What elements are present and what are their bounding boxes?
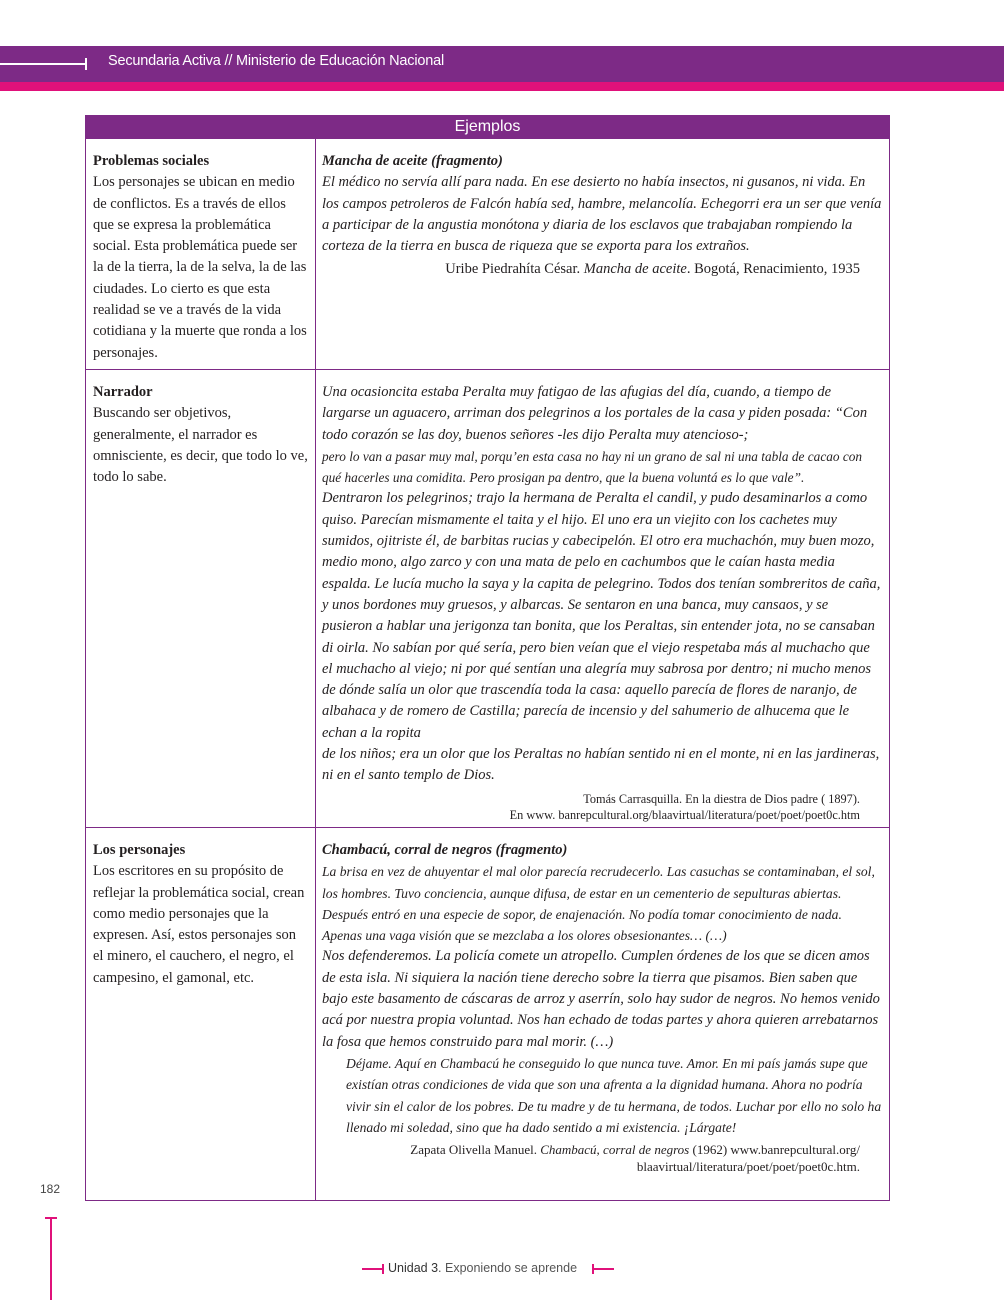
row-label: Problemas sociales (93, 153, 210, 169)
example-citation: Tomás Carrasquilla. En la diestra de Dios padre ( 1897). (583, 791, 860, 806)
footer-unit-label (388, 1261, 577, 1275)
table-row-narrador (86, 369, 889, 827)
row-example-cell (316, 828, 889, 1200)
row-concept-cell (86, 370, 316, 827)
examples-table (85, 115, 890, 1201)
row-description: Buscando ser objetivos, generalmente, el narrador es omnisciente, es decir, que todo lo ve, todo lo sabe. (93, 405, 308, 486)
example-paragraph: Una ocasioncita estaba Peralta muy fatigao de las afugias del día, cuando, a tiempo de largarse un aguacero, arriman dos pelegrinos a los portales de la casa y piden posada: “Con todo corazón se las doy, buenos señores -les dijo Peralta muy atencioso-; (322, 384, 868, 443)
table-heading: Ejemplos (86, 115, 889, 138)
example-title: Mancha de aceite (fragmento) (322, 153, 503, 169)
row-concept-cell (86, 139, 316, 369)
header-accent-stripe (0, 82, 1004, 91)
unit-title: . Exponiendo se aprende (438, 1261, 578, 1275)
row-concept-cell (86, 828, 316, 1200)
citation-author: Uribe Piedrahíta César. (445, 261, 581, 278)
row-label: Narrador (93, 384, 153, 400)
example-citation-url: En www. banrepcultural.org/blaavirtual/literatura/poet/poet/poet0c.htm (509, 807, 860, 822)
header-title: Secundaria Activa // Ministerio de Educación Nacional (108, 53, 444, 69)
row-label: Los personajes (93, 842, 186, 858)
example-title: Chambacú, corral de negros (fragmento) (322, 842, 568, 858)
citation-work: Mancha de aceite (583, 261, 687, 278)
page-number: 182 (40, 1182, 61, 1196)
footer-left-rule (362, 1268, 384, 1270)
unit-number: Unidad 3 (388, 1261, 439, 1275)
example-citation-url: blaavirtual/literatura/poet/poet/poet0c.htm. (636, 1159, 860, 1175)
example-text: El médico no servía allí para nada. En ese desierto no había insectos, ni gusanos, ni vida. En los campos petroleros de Falcón había sed, hambre, melancolía. Echegorri era un ser que venía a participar de la angustia monótona y diaria de los esclavos que trabajaban rompiendo la corteza de la tierra en busca de riqueza que se exporta para los extraños. (322, 174, 882, 255)
citation-work: Chambacú, corral de negros (540, 1142, 690, 1158)
footer-right-rule (592, 1268, 614, 1270)
example-citation (322, 259, 882, 280)
row-description: Los escritores en su propósito de reflejar la problemática social, crean como medio personajes que la expresen. Así, estos personajes son el minero, el cauchero, el negro, el campesino, el gamonal, etc. (93, 863, 305, 986)
example-paragraph: Nos defenderemos. La policía comete un atropello. Cumplen órdenes de los que se dicen amos de esta isla. Ni siquiera la nación tiene derecho sobre la tierra que pisamos. Bien saben que bajo este basamento de cáscaras de arroz y aserrín, solo hay sudor de negros. No hemos venido acá por nuestra propia voluntad. Nos han echado de todas partes y ahora quieren arrebatarnos la fosa que hemos construido para mal morir. (…) (322, 948, 880, 1050)
example-paragraph: de los niños; era un olor que los Peraltas no habían sentido ni en el monte, ni en las jardineras, ni en el santo templo de Dios. (322, 746, 880, 784)
table-row-problemas-sociales (86, 138, 889, 369)
citation-rest: (1962) www.banrepcultural.org/ (689, 1142, 860, 1158)
header-rule (0, 63, 86, 65)
example-citation (322, 1141, 882, 1158)
example-paragraph: Déjame. Aquí en Chambacú he conseguido lo que nunca tuve. Amor. En mi país jamás supe que existían otras condiciones de vida que son una afrenta a la dignidad humana. Ahora no podría vivir sin el calor de los pobres. De tu madre y de tu hermana, de todos. Luchar por ello no solo ha llenado mi soledad, sino que ha dado sentido a mi existencia. ¡Lárgate! (346, 1055, 882, 1135)
footer-margin-line (50, 1218, 52, 1300)
example-paragraph: pero lo van a pasar muy mal, porqu’en esta casa no hay ni un grano de sal ni una tabla de cacao con qué hacerles una comidita. Pero prosigan pa dentro, que la buena voluntá es lo que vale”. (322, 448, 863, 486)
row-description: Los personajes se ubican en medio de conflictos. Es a través de ellos que se expresa la problemática social. Esta problemática puede ser la de la tierra, la de la selva, la de las ciudades. Lo cierto es que esta realidad se ve a través de la vida cotidiana y la muerte que ronda a los personajes. (93, 174, 307, 361)
header-rule-tick (85, 58, 87, 70)
footer-left-tick (382, 1264, 384, 1274)
footer-right-tick (592, 1264, 594, 1274)
table-row-los-personajes (86, 827, 889, 1200)
citation-author: Zapata Olivella Manuel. (410, 1142, 537, 1158)
example-paragraph: La brisa en vez de ahuyentar el mal olor parecía recrudecerlo. Las casuchas se contaminaban, el sol, los hombres. Tuvo conciencia, aunque difusa, de estar en un cementerio de sepulturas abiertas. Después entró en una especie de sopor, de enajenación. No podía tomar conocimiento de nada. Apenas una vaga visión que se mezclaba a los olores obsesionantes… (…) (322, 864, 875, 944)
row-example-cell (316, 370, 889, 827)
example-paragraph: Dentraron los pelegrinos; trajo la hermana de Peralta el candil, y pudo desaminarlos a como quiso. Parecían mismamente el taita y el hijo. El uno era un viejito con los cachetes muy sumidos, ojitriste él, de barbitas rucias y cabecipelón. El otro era muchachón, muy buen mozo, medio mono, algo zarco y con una mata de pelo en cachumbos que le caían hasta media espalda. Le lucía mucho la saya y la capita de pelegrino. Todos dos tenían sombreritos de caña, y unos bordones muy gruesos, y albarcas. Se sentaron en una banca, muy cansaos, y se pusieron a hablar una jerigonza tan bonita, que los Peraltas, sin entender jota, no se cansaban di oirla. No sabían por qué sería, pero bien veían que el viejo respetaba más al muchacho que el muchacho al viejo; ni por qué sentían una alegría muy sabrosa por dentro; ni mucho menos de dónde salía un olor que trascendía toda la casa: aquello parecía de flores de naranjo, de albahaca y de romero de Castilla; parecía de incensio y del sahumerio de alhucema que le echan a la ropita (322, 490, 881, 741)
citation-rest: . Bogotá, Renacimiento, 1935 (686, 261, 860, 278)
row-example-cell (316, 139, 889, 369)
